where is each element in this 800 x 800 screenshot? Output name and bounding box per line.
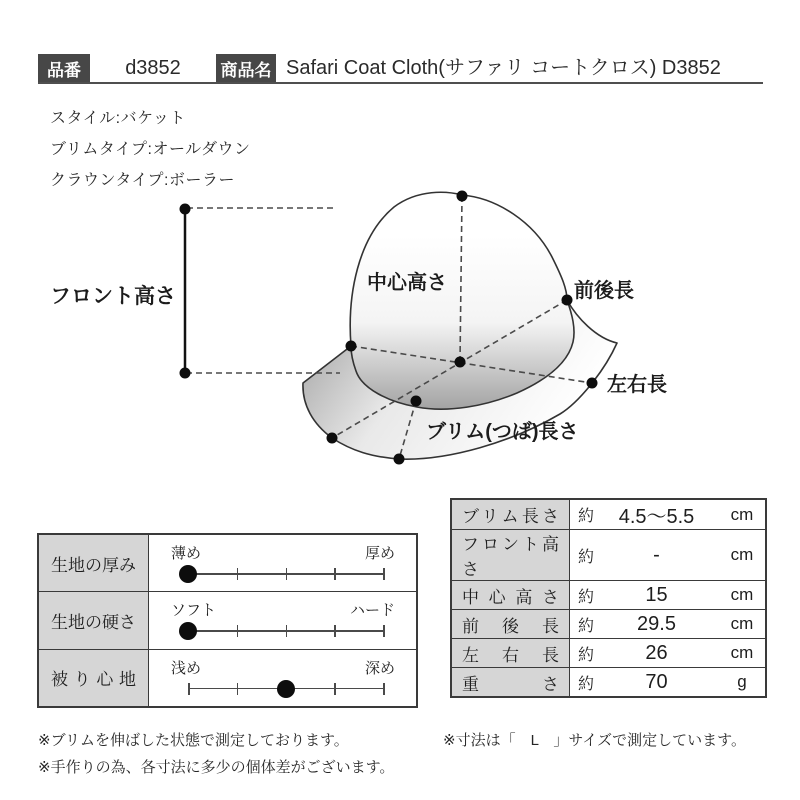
scale-tick xyxy=(383,683,385,695)
scale-track xyxy=(188,680,383,698)
size-value: 29.5 xyxy=(637,612,676,635)
size-measurement-table xyxy=(450,498,767,698)
measure-dot xyxy=(180,204,191,215)
scale-tick xyxy=(383,625,385,637)
approx-prefix: 約 xyxy=(578,588,595,606)
scale-tick xyxy=(237,683,239,695)
fabric-rating-table xyxy=(37,533,418,708)
size-unit: cm xyxy=(730,504,754,524)
scale-tick xyxy=(286,568,288,580)
size-row-content xyxy=(570,581,765,609)
scale-tick xyxy=(334,625,336,637)
scale-track xyxy=(188,622,383,640)
size-unit: g xyxy=(737,672,747,691)
table-row xyxy=(39,535,416,592)
size-value: 4.5～5.5 xyxy=(618,506,695,528)
measure-dot xyxy=(394,454,405,465)
scale-dot xyxy=(277,680,295,698)
approx-prefix: 約 xyxy=(578,646,595,664)
scale-dot xyxy=(179,565,197,583)
table-row xyxy=(39,650,416,706)
rating-label-text: 生地の厚み xyxy=(51,555,136,575)
table-row xyxy=(452,639,765,668)
size-unit: cm xyxy=(730,545,754,564)
size-label-text: 前後長 xyxy=(462,616,559,636)
scale-max-label: ハード xyxy=(349,602,395,620)
scale-tick xyxy=(188,683,190,695)
product-name-value: Safari Coat Cloth(サファリ コートクロス) D3852 xyxy=(286,57,721,79)
approx-prefix: 約 xyxy=(578,675,595,693)
rating-row-label xyxy=(39,592,149,648)
size-value: 26 xyxy=(645,641,668,664)
note-handmade-variance: ※手作りの為、各寸法に多少の個体差がございます。 xyxy=(38,759,395,776)
scale-min-label: 浅め xyxy=(171,659,202,677)
size-row-label xyxy=(452,500,570,529)
center-height-label: 中心高さ xyxy=(367,272,447,294)
table-row xyxy=(39,592,416,649)
rating-label-text: 生地の硬さ xyxy=(51,612,136,632)
scale-max-label: 深め xyxy=(364,659,395,677)
scale-tick xyxy=(237,625,239,637)
rating-scale xyxy=(149,650,416,706)
size-row-label xyxy=(452,668,570,696)
table-row xyxy=(452,581,765,610)
size-unit: cm xyxy=(730,614,754,633)
size-row-label xyxy=(452,530,570,580)
size-label-text: ブリム長さ xyxy=(462,507,559,526)
item-number-label-badge: 品番 xyxy=(38,54,90,83)
scale-tick xyxy=(237,568,239,580)
spec-crown-type: クラウンタイプ:ボーラー xyxy=(50,172,236,189)
size-row-content xyxy=(570,500,765,529)
rating-label-text: 被り心地 xyxy=(51,670,136,690)
scale-tick xyxy=(383,568,385,580)
size-row-content xyxy=(570,668,765,696)
hat-crown-shape xyxy=(350,192,574,409)
size-label-text: 重さ xyxy=(462,674,559,694)
approx-prefix: 約 xyxy=(578,508,595,525)
size-label-text: 左右長 xyxy=(462,645,559,665)
size-row-content xyxy=(570,610,765,638)
left-right-label: 左右長 xyxy=(607,374,667,396)
size-value: - xyxy=(653,543,660,566)
approx-prefix: 約 xyxy=(578,617,595,635)
scale-track xyxy=(188,565,383,583)
brim-length-label: ブリム(つば)長さ xyxy=(426,421,579,443)
size-row-label xyxy=(452,581,570,609)
spec-brim-type: ブリムタイプ:オールダウン xyxy=(50,141,251,158)
size-value: 15 xyxy=(645,583,668,606)
size-unit: cm xyxy=(730,643,754,662)
approx-prefix: 約 xyxy=(578,548,595,566)
size-row-content xyxy=(570,639,765,667)
scale-tick xyxy=(334,568,336,580)
size-label-text: 中心高さ xyxy=(462,587,559,607)
scale-tick xyxy=(334,683,336,695)
measure-dot xyxy=(180,368,191,379)
table-row xyxy=(452,610,765,639)
table-row xyxy=(452,500,765,530)
table-row xyxy=(452,668,765,696)
front-back-label: 前後長 xyxy=(574,280,634,302)
measure-dot xyxy=(411,396,422,407)
size-unit: cm xyxy=(730,585,754,604)
note-size-basis: ※寸法は「 L 」サイズで測定しています。 xyxy=(443,732,746,749)
note-brim-measurement: ※ブリムを伸ばした状態で測定しております。 xyxy=(38,732,349,749)
scale-tick xyxy=(286,625,288,637)
scale-dot xyxy=(179,622,197,640)
size-row-label xyxy=(452,610,570,638)
item-number-value: d3852 xyxy=(125,57,181,79)
spec-style: スタイル:バケット xyxy=(50,110,186,127)
size-row-content xyxy=(570,530,765,580)
measure-dot xyxy=(562,295,573,306)
size-row-label xyxy=(452,639,570,667)
rating-scale xyxy=(149,592,416,648)
scale-min-label: 薄め xyxy=(171,545,202,562)
rating-row-label xyxy=(39,535,149,591)
rating-row-label xyxy=(39,650,149,706)
product-name-label-badge: 商品名 xyxy=(216,54,276,83)
scale-max-label: 厚め xyxy=(364,545,395,562)
measure-dot xyxy=(346,341,357,352)
size-value: 70 xyxy=(645,670,668,693)
size-label-text: フロント高さ xyxy=(462,535,559,579)
front-height-label: フロント高さ xyxy=(50,285,176,308)
rating-scale xyxy=(149,535,416,591)
scale-min-label: ソフト xyxy=(171,602,217,620)
measure-dot xyxy=(587,378,598,389)
measure-dot xyxy=(457,191,468,202)
measure-dot xyxy=(455,357,466,368)
table-row xyxy=(452,530,765,581)
measure-dot xyxy=(327,433,338,444)
